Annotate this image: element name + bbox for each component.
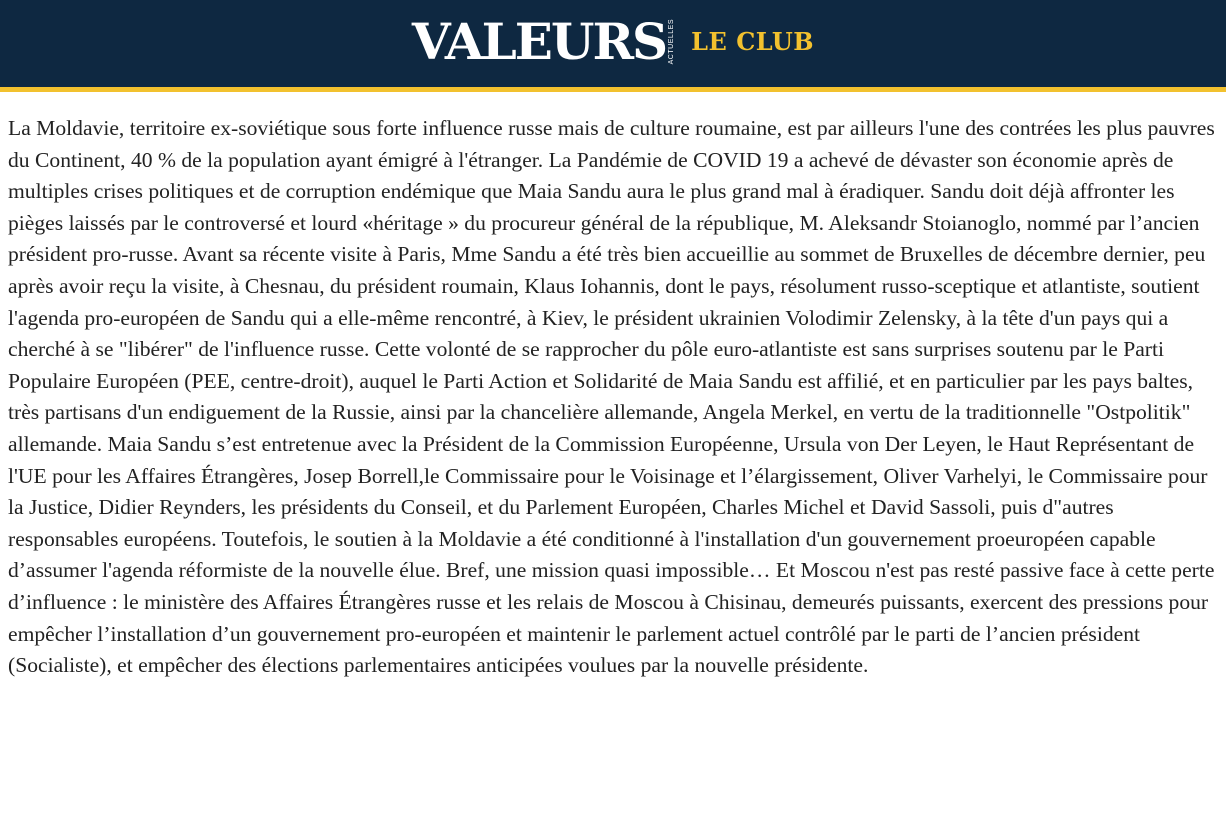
logo-wordmark: VALEURS (411, 11, 667, 71)
site-header (0, 0, 1226, 92)
logo-subtext: ACTUELLES (668, 18, 676, 65)
club-label: LE CLUB (691, 27, 815, 56)
article-paragraph: La Moldavie, territoire ex-soviétique sous forte influence russe mais de culture roumaine, est par ailleurs l'une des contrées les plus pauvres du Continent, 40 % de la population ayant émigré à l'étranger. La Pandémie de COVID 19 a achevé de dévaster son économie après de multiples crises politiques et de corruption endémique que Maia Sandu aura le plus grand mal à éradiquer. Sandu doit déjà affronter les pièges laissés par le controversé et lourd «héritage » du procureur général de la république, M. Aleksandr Stoianoglo, nommé par l’ancien président pro-russe. Avant sa récente visite à Paris, Mme Sandu a été très bien accueillie au sommet de Bruxelles de décembre dernier, peu après avoir reçu la visite, à Chesnau, du président roumain, Klaus Iohannis, dont le pays, résolument russo-sceptique et atlantiste, soutient l'agenda pro-européen de Sandu qui a elle-même rencontré, à Kiev, le président ukrainien Volodimir Zelensky, à la tête d'un pays qui a cherché à se "libérer" de l'influence russe. Cette volonté de se rapprocher du pôle euro-atlantiste est sans surprises soutenu par le Parti Populaire Européen (PEE, centre-droit), auquel le Parti Action et Solidarité de Maia Sandu est affilié, et en particulier par les pays baltes, très partisans d'un endiguement de la Russie, ainsi par la chancelière allemande, Angela Merkel, en vertu de la traditionnelle "Ostpolitik" allemande. Maia Sandu s’est entretenue avec la Président de la Commission Européenne, Ursula von Der Leyen, le Haut Représentant de l'UE pour les Affaires Étrangères, Josep Borrell,le Commissaire pour le Voisinage et l’élargissement, Oliver Varhelyi, le Commissaire pour la Justice, Didier Reynders, les présidents du Conseil, et du Parlement Européen, Charles Michel et David Sassoli, puis d"autres responsables européens. Toutefois, le soutien à la Moldavie a été conditionné à l'installation d'un gouvernement proeuropéen capable d’assumer l'agenda réformiste de la nouvelle élue. Bref, une mission quasi impossible… Et Moscou n'est pas resté passive face à cette perte d’influence : le ministère des Affaires Étrangères russe et les relais de Moscou à Chisinau, demeurés puissants, exercent des pressions pour empêcher l’installation d’un gouvernement pro-européen et maintenir le parlement actuel contrôlé par le parti de l’ancien président (Socialiste), et empêcher des élections parlementaires anticipées voulues par la nouvelle présidente. (8, 116, 1215, 678)
site-logo[interactable] (411, 11, 815, 71)
